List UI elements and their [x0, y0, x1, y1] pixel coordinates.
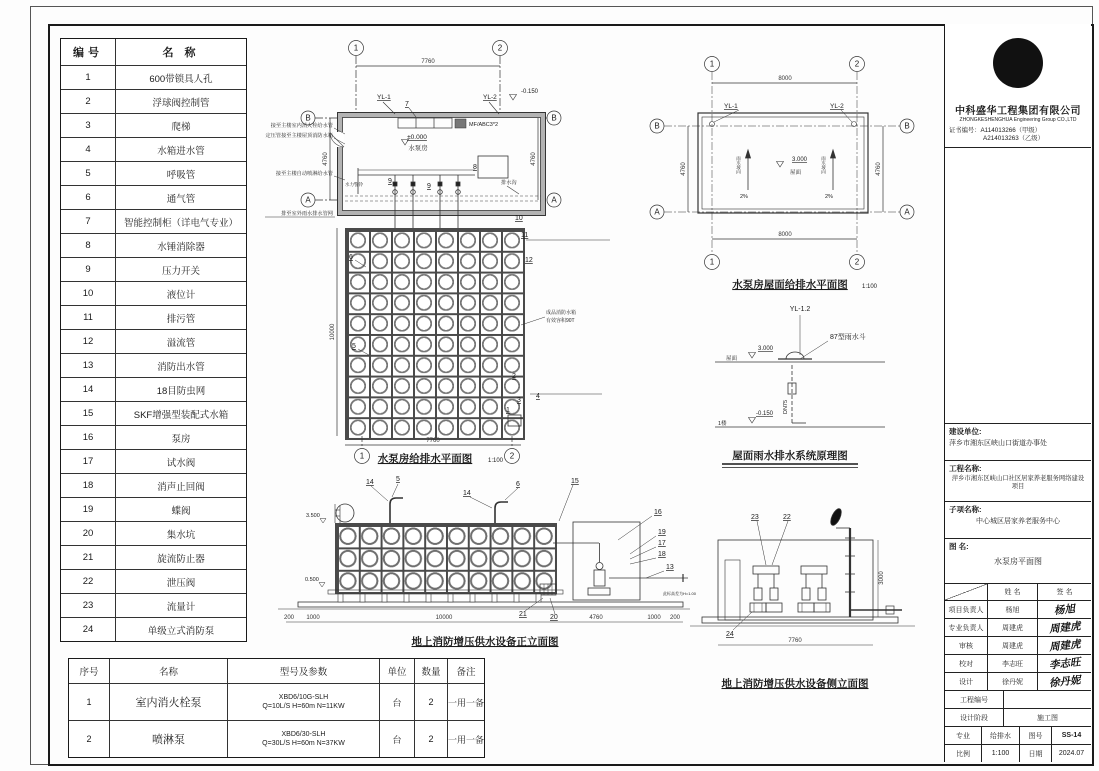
legend-row-name: 消声止回阀 — [115, 474, 246, 497]
legend-row-no: 3 — [85, 120, 91, 131]
legend-row — [61, 113, 246, 137]
company-name-en: ZHONGKESHENGHUA Engineering Group CO.,LTD — [959, 117, 1077, 123]
legend-body — [61, 65, 246, 641]
legend-table — [60, 38, 247, 642]
fe-dim-10000: 10000 — [435, 615, 453, 621]
callout-1: 1 — [506, 407, 510, 414]
fe-callout-14b: 14 — [463, 490, 471, 497]
roof-elev-name: 屋面 — [790, 170, 802, 176]
legend-row-name: 溢流管 — [115, 330, 246, 353]
spec-row-name: 喷淋泵 — [109, 721, 227, 757]
rain-elev-floor: -0.150 — [756, 411, 774, 417]
roof-plan-scale: 1:100 — [862, 284, 878, 290]
spec-row-model-line2: Q=10L/S H=60m N=11KW — [262, 703, 345, 710]
legend-row-no: 13 — [82, 360, 94, 371]
legend-row — [61, 449, 246, 473]
signature-name: 李志旺 — [987, 655, 1037, 672]
drawing-name-value: 水泵房平面图 — [994, 557, 1042, 566]
signature-header-diagonal — [945, 584, 987, 600]
signature-autograph: 徐丹妮 — [1037, 673, 1091, 690]
side-elev-structure — [690, 507, 915, 626]
spec-header-qty: 数量 — [414, 659, 447, 683]
control-cabinet — [398, 118, 452, 128]
spec-row-model-line1: XBD6/10G-SLH — [278, 694, 329, 701]
legend-row-name: 消防出水管 — [115, 354, 246, 377]
se-callout-22: 22 — [783, 514, 791, 521]
build-unit-section — [945, 424, 1091, 461]
design-stage-row — [945, 709, 1091, 727]
elev-floor-label: ±0.000 — [407, 134, 427, 141]
roof-axis-al: A — [654, 207, 660, 217]
rain-pipe-dn: DN75 — [783, 399, 789, 415]
spec-row-model — [227, 684, 379, 720]
axis-bubble-b: B — [305, 113, 311, 123]
fe-callout-17: 17 — [658, 540, 666, 547]
fe-callout-13: 13 — [666, 564, 674, 571]
drawing-name-label: 图 名: — [949, 542, 969, 551]
fe-callout-15: 15 — [571, 478, 579, 485]
dim-7760-top: 7760 — [421, 59, 435, 65]
fe-elev-top: 3.500 — [306, 513, 320, 519]
legend-row-name: 排污管 — [115, 306, 246, 329]
legend-row — [61, 617, 246, 641]
roof-dim-8000-top: 8000 — [778, 76, 792, 82]
discipline-row — [945, 727, 1091, 745]
roof-axis-br: B — [904, 121, 910, 131]
legend-row-no: 7 — [85, 216, 91, 227]
fe-callout-6: 6 — [516, 481, 520, 488]
callout-7: 7 — [405, 101, 409, 108]
legend-row — [61, 233, 246, 257]
build-unit-value: 萍乡市湘东区峡山口街道办事处 — [949, 440, 1047, 447]
rain-roof-label: 屋面 — [726, 356, 738, 362]
roof-slope-left: 2% — [740, 194, 748, 200]
legend-row — [61, 281, 246, 305]
legend-row — [61, 89, 246, 113]
certificate-numbers — [945, 126, 1091, 144]
cert-label: 证书编号： — [949, 127, 981, 134]
fe-note: 此标高差为H=1.00 — [662, 591, 696, 596]
fe-dim-1000r: 1000 — [647, 615, 661, 621]
legend-row-no: 9 — [85, 264, 91, 275]
spec-row — [69, 720, 484, 757]
dim-7760-bottom: 7760 — [426, 438, 440, 444]
drain-label: 排水沟 — [501, 180, 517, 186]
riser-yl1-label: YL-1 — [377, 94, 391, 101]
legend-row-name: 18目防虫网 — [115, 378, 246, 401]
sub-project-section — [945, 502, 1091, 539]
front-elev-leaders — [283, 484, 683, 622]
rain-title-underline — [722, 464, 858, 468]
roof-yl2: YL-2 — [830, 103, 844, 110]
fe-callout-16: 16 — [654, 509, 662, 516]
rain-pipework — [715, 315, 885, 427]
date-value: 2024.07 — [1051, 745, 1091, 762]
tank-axis-2: 2 — [509, 451, 515, 461]
spec-row-name: 室内消火栓泵 — [109, 684, 227, 720]
fe-dim-4760: 4760 — [589, 615, 603, 621]
legend-row-no: 18 — [82, 480, 94, 491]
annotation-alarm-bell: 水力警铃 — [345, 182, 363, 187]
signature-name: 周建虎 — [987, 637, 1037, 654]
title-block-spacer — [945, 148, 1091, 424]
side-elevation — [690, 490, 950, 710]
cert-number-1: A114013266（甲级） — [980, 127, 1041, 134]
signature-autograph: 杨旭 — [1037, 601, 1091, 618]
legend-row — [61, 497, 246, 521]
callout-3: 3 — [517, 397, 521, 404]
legend-row-name: 爬梯 — [115, 114, 246, 137]
riser-yl2-label: YL-2 — [483, 94, 497, 101]
signature-autograph: 李志旺 — [1037, 655, 1091, 672]
fe-dim-200r: 200 — [669, 615, 681, 621]
legend-row-name: 试水阀 — [115, 450, 246, 473]
roof-axis-2b: 2 — [854, 257, 860, 267]
legend-row — [61, 185, 246, 209]
callout-9b: 9 — [427, 183, 431, 190]
fe-callout-19: 19 — [658, 529, 666, 536]
roof-dim-8000-bottom: 8000 — [778, 232, 792, 238]
rain-elev-roof: 3.000 — [758, 346, 774, 352]
front-elevation — [278, 468, 698, 654]
legend-row-name: 集水坑 — [115, 522, 246, 545]
fe-callout-20: 20 — [550, 614, 558, 621]
signature-name: 周建虎 — [987, 619, 1037, 636]
elev-entry-label: -0.150 — [521, 89, 539, 95]
roof-axis-1b: 1 — [709, 257, 715, 267]
rain-floor-label: 1楼 — [718, 421, 727, 427]
legend-row — [61, 401, 246, 425]
rain-riser-label: YL-1.2 — [789, 306, 811, 313]
legend-row-no: 4 — [85, 144, 91, 155]
legend-row-name: 蝶阀 — [115, 498, 246, 521]
spec-header-model: 型号及参数 — [227, 659, 379, 683]
roof-axis-ar: A — [904, 207, 910, 217]
legend-row-no: 19 — [82, 504, 94, 515]
legend-row — [61, 137, 246, 161]
company-name: 中科盛华工程集团有限公司 — [955, 106, 1081, 117]
legend-row-no: 22 — [82, 576, 94, 587]
signature-role: 校对 — [959, 660, 973, 668]
annotation-outfall: 排至室外雨水排水管网 — [281, 211, 333, 217]
tank-plan-scale: 1:100 — [488, 458, 504, 464]
drawing-number-label: 图号 — [1019, 727, 1051, 744]
legend-row-no: 17 — [82, 456, 94, 467]
spec-row-qty: 2 — [414, 721, 447, 757]
scale-value: 1:100 — [981, 745, 1019, 762]
tank-plan-annotations — [280, 210, 625, 472]
legend-row — [61, 257, 246, 281]
spec-header-no: 序号 — [79, 667, 99, 678]
legend-row — [61, 521, 246, 545]
legend-row-no: 6 — [85, 192, 91, 203]
tank-plan-title: 水泵房给排水平面图 — [377, 453, 473, 465]
legend-row-no: 16 — [82, 432, 94, 443]
legend-row-no: 10 — [82, 288, 94, 299]
side-elev-title: 地上消防增压供水设备侧立面图 — [721, 678, 869, 690]
callout-5: 5 — [352, 343, 356, 350]
spec-row-unit: 台 — [379, 684, 414, 720]
legend-row — [61, 305, 246, 329]
legend-row — [61, 473, 246, 497]
spec-row-model — [227, 721, 379, 757]
callout-4: 4 — [536, 393, 540, 400]
legend-row-no: 24 — [82, 624, 94, 635]
roof-elev: 3.000 — [792, 157, 808, 163]
spec-header-unit: 单位 — [379, 659, 414, 683]
legend-row-no: 12 — [82, 336, 94, 347]
front-elev-structure — [278, 498, 690, 609]
signature-name: 杨旭 — [987, 601, 1037, 618]
spec-header — [69, 659, 484, 683]
legend-header-name: 名 称 — [115, 39, 246, 65]
front-elev-title: 地上消防增压供水设备正立面图 — [411, 636, 559, 648]
roof-plan — [640, 40, 940, 298]
build-unit-label: 建设单位: — [949, 427, 982, 436]
legend-row-name: 水锤消除器 — [115, 234, 246, 257]
signature-row — [945, 655, 1091, 673]
rain-hopper-label: 87型雨水斗 — [830, 334, 866, 341]
legend-row-no: 20 — [82, 528, 94, 539]
spec-row — [69, 683, 484, 720]
legend-row-no: 23 — [82, 600, 94, 611]
drawing-name-section — [945, 539, 1091, 584]
discipline-value: 给排水 — [981, 727, 1019, 744]
spec-row-no: 2 — [86, 734, 92, 744]
spec-header-note: 备注 — [447, 659, 484, 683]
legend-row — [61, 377, 246, 401]
legend-row-no: 1 — [85, 72, 91, 83]
callout-10: 10 — [515, 215, 523, 222]
signature-row — [945, 619, 1091, 637]
roof-yl1: YL-1 — [724, 103, 738, 110]
spec-row-note: 一用一备 — [447, 684, 484, 720]
project-name-label: 工程名称: — [949, 464, 982, 473]
roof-elev-marker — [777, 162, 784, 168]
signature-role: 设计 — [959, 678, 973, 686]
legend-row-name: 智能控制柜（详电气专业） — [115, 210, 246, 233]
annotation-pressure-pipe: 定压管接至主楼屋顶消防水箱 — [265, 133, 333, 139]
fe-callout-14a: 14 — [366, 479, 374, 486]
sub-project-label: 子项名称: — [949, 505, 982, 514]
legend-row — [61, 593, 246, 617]
tank-plan-dims — [337, 228, 610, 464]
callout-6: 6 — [349, 254, 353, 261]
title-block — [944, 24, 1091, 762]
signature-role: 专业负责人 — [948, 624, 984, 632]
project-name-section — [945, 461, 1091, 502]
signature-row — [945, 637, 1091, 655]
date-label: 日期 — [1019, 745, 1051, 762]
roof-dim-4760-left: 4760 — [681, 162, 687, 176]
roof-axis-1t: 1 — [709, 59, 715, 69]
cert-number-2: A214013263（乙级） — [983, 135, 1044, 142]
signature-name: 徐丹妮 — [987, 673, 1037, 690]
legend-row-no: 2 — [85, 96, 91, 107]
legend-row — [61, 353, 246, 377]
fe-dim-1000l: 1000 — [306, 615, 320, 621]
signature-row — [945, 601, 1091, 619]
callout-9a: 9 — [388, 178, 392, 185]
annotation-hydrant: 接至主楼室内消火栓给水管 — [270, 123, 333, 129]
design-stage-value: 施工图 — [1003, 709, 1091, 726]
signature-header-name: 姓 名 — [987, 584, 1037, 600]
legend-header — [61, 39, 246, 65]
legend-row-name: 泵房 — [115, 426, 246, 449]
se-dim-7760: 7760 — [788, 638, 802, 644]
legend-row-name: 旋流防止器 — [115, 546, 246, 569]
rain-title: 屋面雨水排水系统原理图 — [732, 450, 848, 462]
roof-axis-bl: B — [654, 121, 660, 131]
roof-plan-title: 水泵房屋面给排水平面图 — [732, 279, 848, 291]
spec-body — [69, 683, 484, 757]
signature-autograph: 周建虎 — [1037, 619, 1091, 636]
roof-axis-2t: 2 — [854, 59, 860, 69]
legend-row-no: 8 — [85, 240, 91, 251]
callout-8: 8 — [473, 164, 477, 171]
legend-row-no: 11 — [83, 312, 93, 323]
front-elev-supports — [338, 594, 541, 602]
legend-row-name: SKF增强型装配式水箱 — [115, 402, 246, 425]
legend-row — [61, 65, 246, 89]
fe-dim-200l: 200 — [283, 615, 295, 621]
annotation-sprinkler: 接至主楼自动喷淋给水管 — [275, 171, 333, 177]
signature-header-sign: 签 名 — [1037, 584, 1091, 600]
spec-row-note: 一用一备 — [447, 721, 484, 757]
signature-role: 项目负责人 — [948, 606, 984, 614]
legend-row-no: 21 — [82, 552, 94, 563]
se-dim-3000: 3000 — [879, 571, 885, 585]
se-callout-23: 23 — [751, 514, 759, 521]
legend-row-name: 液位计 — [115, 282, 246, 305]
project-number-value — [1003, 691, 1091, 708]
legend-header-no: 编号 — [73, 47, 103, 59]
scale-date-row — [945, 745, 1091, 762]
tank-note-2: 有效容积90T — [546, 318, 575, 324]
legend-row-name: 压力开关 — [115, 258, 246, 281]
axis-bubble-1: 1 — [353, 43, 359, 53]
axis-bubble-2: 2 — [497, 43, 503, 53]
legend-row — [61, 329, 246, 353]
legend-row-name: 水箱进水管 — [115, 138, 246, 161]
roof-dim-4760-right: 4760 — [876, 162, 882, 176]
spec-row-unit: 台 — [379, 721, 414, 757]
legend-row — [61, 161, 246, 185]
axis-bubble-b2: B — [551, 113, 557, 123]
signature-role: 审核 — [959, 642, 973, 650]
equipment-spec-table — [68, 658, 485, 758]
spec-row-no: 1 — [86, 697, 92, 707]
drawing-number-value: SS-14 — [1051, 727, 1091, 744]
callout-12: 12 — [525, 257, 533, 264]
roof-slope-dir-left: 雨水坡向 — [736, 156, 742, 174]
signature-row — [945, 673, 1091, 691]
pump-room-plan — [245, 36, 625, 228]
legend-row-name: 流量计 — [115, 594, 246, 617]
legend-row-name: 浮球阀控制管 — [115, 90, 246, 113]
fire-extinguisher-symbol — [455, 119, 466, 128]
tank-note-1: 成品消防水箱 — [546, 310, 577, 316]
fe-elev-mid: 0.500 — [305, 577, 319, 583]
spec-header-name: 名称 — [109, 659, 227, 683]
project-number-row — [945, 691, 1091, 709]
legend-row-no: 14 — [82, 384, 94, 395]
callout-2: 2 — [512, 373, 516, 380]
room-label: 水泵房 — [408, 145, 428, 152]
signature-header — [945, 584, 1091, 601]
legend-row — [61, 425, 246, 449]
scale-label: 比例 — [956, 750, 970, 758]
design-stage-label: 设计阶段 — [960, 714, 988, 722]
axis-bubble-a2: A — [551, 195, 557, 205]
company-logo — [993, 38, 1043, 88]
legend-row-no: 15 — [82, 408, 94, 419]
dim-4760-left: 4760 — [323, 152, 329, 166]
sub-project-value: 中心城区居家养老服务中心 — [976, 518, 1060, 525]
rain-schematic — [690, 295, 920, 475]
spec-row-model-line1: XBD6/30-SLH — [281, 731, 326, 738]
legend-row-name: 单级立式消防泵 — [115, 618, 246, 641]
drain-channel — [345, 186, 541, 201]
signature-autograph: 周建虎 — [1037, 637, 1091, 654]
discipline-label: 专业 — [956, 732, 970, 740]
legend-row-no: 5 — [85, 168, 91, 179]
legend-row — [61, 569, 246, 593]
project-number-label: 工程编号 — [960, 696, 988, 704]
roof-slope-dir-right: 雨水坡向 — [821, 156, 827, 174]
extinguisher-label: MF/ABC3*2 — [469, 122, 499, 128]
project-name-value: 萍乡市湘东区峡山口社区居家养老服务网络建设项目 — [951, 475, 1085, 490]
legend-row-name: 600带锁具人孔 — [115, 66, 246, 89]
spec-row-qty: 2 — [414, 684, 447, 720]
spec-row-model-line2: Q=30L/S H=60m N=37KW — [262, 740, 345, 747]
fe-callout-5: 5 — [396, 476, 400, 483]
fe-callout-21: 21 — [519, 611, 527, 618]
fe-callout-18: 18 — [658, 551, 666, 558]
signature-rows — [945, 601, 1091, 691]
legend-row-name: 呼吸管 — [115, 162, 246, 185]
se-callout-24: 24 — [726, 631, 734, 638]
roof-slope-right: 2% — [825, 194, 833, 200]
tank-axis-1: 1 — [359, 451, 365, 461]
legend-row — [61, 545, 246, 569]
dim-4760-right: 4760 — [531, 152, 537, 166]
dim-10000: 10000 — [330, 323, 336, 341]
callout-11: 11 — [521, 232, 529, 239]
axis-bubble-a: A — [305, 195, 311, 205]
legend-row-name: 泄压阀 — [115, 570, 246, 593]
legend-row — [61, 209, 246, 233]
legend-row-name: 通气管 — [115, 186, 246, 209]
logo-section — [945, 24, 1091, 102]
